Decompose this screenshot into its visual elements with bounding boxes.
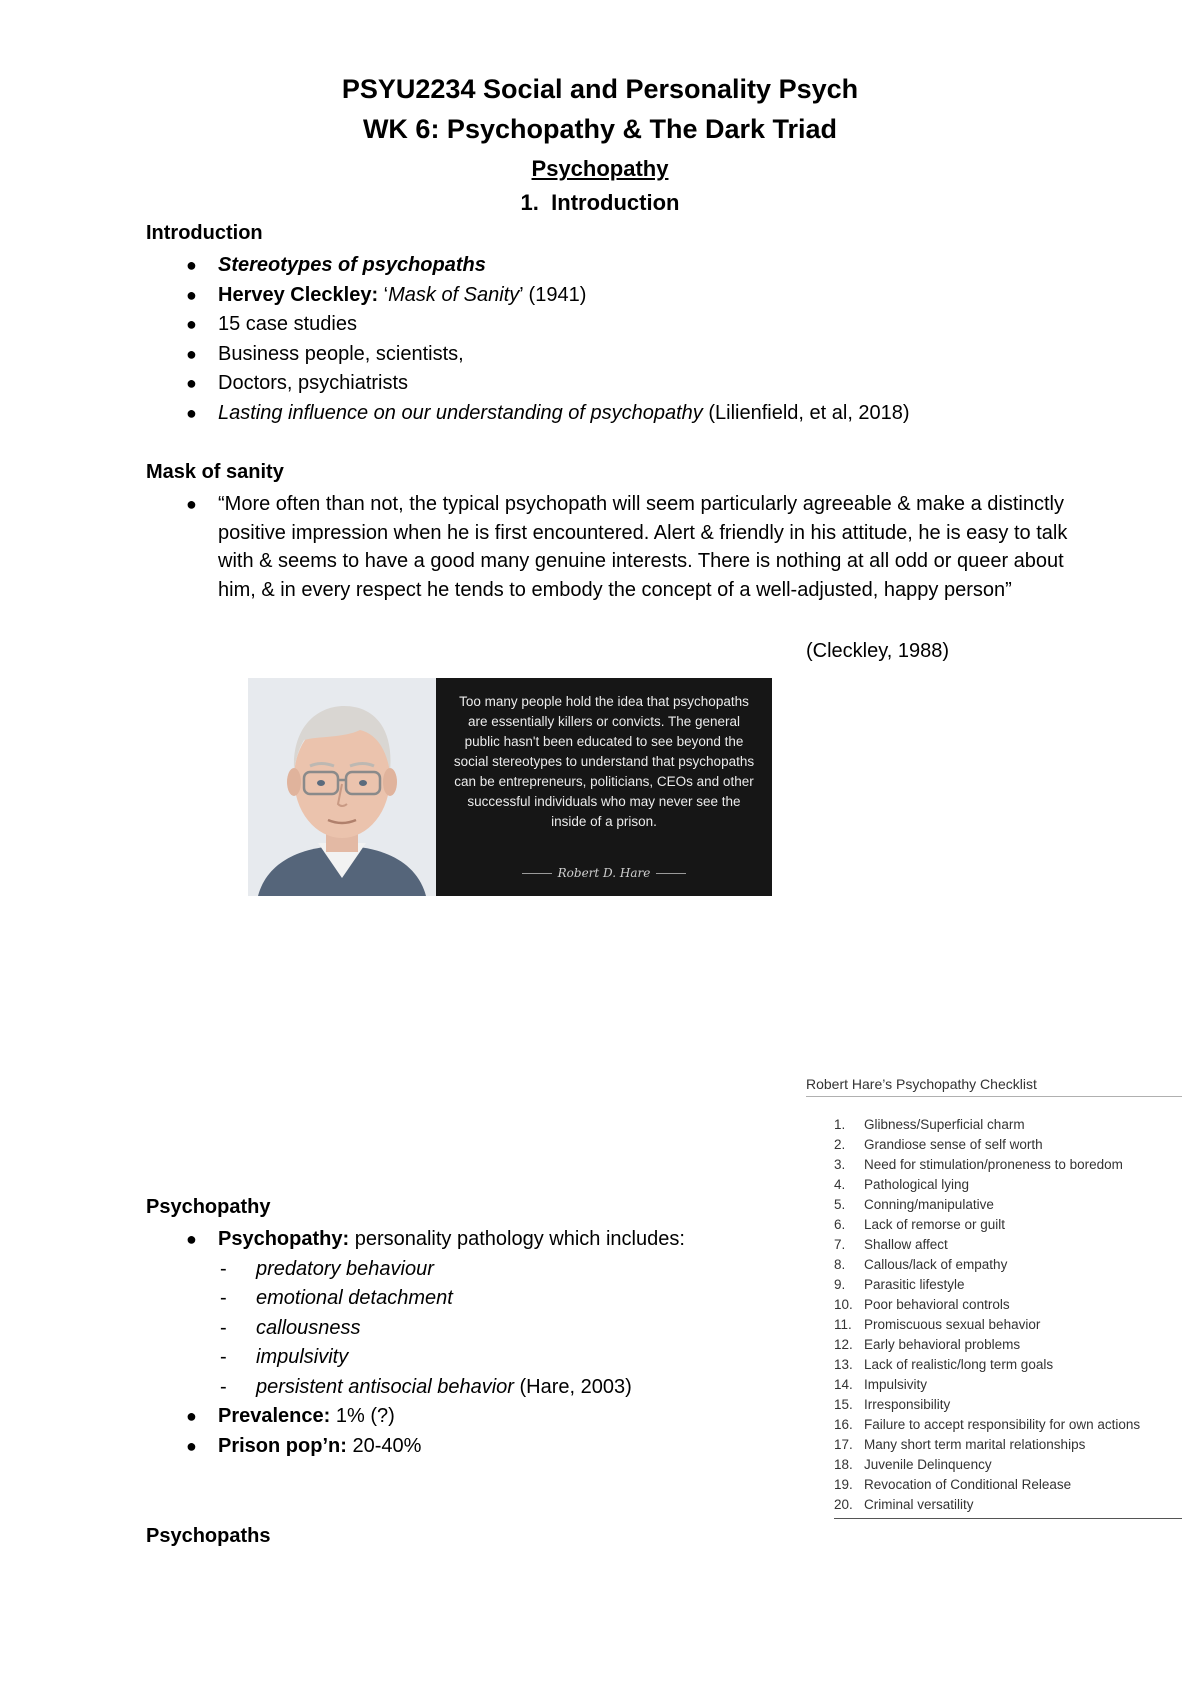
checklist-item [834, 1475, 1182, 1495]
checklist-label: Lack of realistic/long term goals [864, 1357, 1054, 1372]
trait-text: impulsivity [256, 1346, 349, 1368]
dash-marker: - [220, 1346, 227, 1368]
item-bold-italic: Stereotypes of psychopaths [218, 254, 486, 276]
checklist-item [834, 1335, 1182, 1355]
checklist-number: 16. [834, 1417, 853, 1432]
checklist-number: 20. [834, 1497, 853, 1512]
week-title: WK 6: Psychopathy & The Dark Triad [362, 114, 838, 144]
psychopathy-list [146, 1225, 685, 1461]
trait-item [146, 1343, 685, 1373]
item-text: 1% (?) [330, 1405, 395, 1427]
checklist-number: 2. [834, 1137, 846, 1152]
subsection-number: 1. [520, 190, 539, 215]
checklist-label: Irresponsibility [864, 1397, 951, 1412]
item-bold: Prison pop’n: [218, 1434, 347, 1457]
item-text: Business people, scientists, [218, 342, 464, 365]
bullet-icon: ● [186, 255, 197, 275]
checklist-label: Grandiose sense of self worth [864, 1137, 1043, 1152]
checklist-label: Poor behavioral controls [864, 1297, 1010, 1312]
trait-text: emotional detachment [256, 1287, 453, 1309]
checklist-number: 17. [834, 1437, 853, 1452]
item-bold: Hervey Cleckley: [218, 283, 379, 306]
checklist-label: Criminal versatility [864, 1497, 974, 1512]
psychopathy-heading: Psychopathy [146, 1196, 271, 1218]
checklist-label: Callous/lack of empathy [864, 1257, 1008, 1272]
checklist-label: Pathological lying [864, 1177, 970, 1192]
dash-marker: - [220, 1316, 227, 1339]
trait-item [146, 1284, 685, 1314]
subsection-title [0, 190, 1200, 216]
checklist-number: 19. [834, 1477, 853, 1492]
checklist-label: Glibness/Superficial charm [864, 1117, 1025, 1132]
item-text: personality pathology which includes: [349, 1228, 685, 1250]
trait-text: callousness [256, 1316, 361, 1339]
bullet-icon: ● [186, 402, 197, 423]
portrait-photo [248, 678, 436, 896]
checklist-item [834, 1195, 1182, 1215]
checklist-item [834, 1215, 1182, 1235]
list-item [146, 281, 910, 311]
checklist-item [834, 1415, 1182, 1435]
trait-text: persistent antisocial behavior [256, 1375, 514, 1398]
checklist-label: Conning/manipulative [864, 1197, 994, 1212]
item-quote-close: ’ [519, 283, 523, 306]
checklist-label: Lack of remorse or guilt [864, 1217, 1006, 1232]
list-item [146, 310, 910, 340]
checklist-number: 13. [834, 1357, 853, 1372]
list-item [146, 1402, 685, 1432]
item-text: 15 case studies [218, 313, 357, 335]
checklist-item [834, 1255, 1182, 1275]
portrait-illustration [248, 678, 436, 896]
checklist-number: 8. [834, 1257, 846, 1272]
list-item [146, 1225, 685, 1255]
bullet-icon: ● [186, 494, 197, 514]
hare-signature [436, 866, 772, 880]
item-text: (1941) [522, 283, 587, 306]
section-title-text: Psychopathy [531, 156, 669, 181]
list-item [146, 399, 910, 429]
item-italic: Mask of Sanity [388, 283, 520, 306]
checklist-item [834, 1135, 1182, 1155]
checklist-label: Juvenile Delinquency [864, 1457, 992, 1472]
bullet-icon: ● [186, 373, 197, 393]
checklist-label: Revocation of Conditional Release [864, 1477, 1072, 1492]
checklist-number: 9. [834, 1277, 846, 1292]
checklist-number: 1. [834, 1117, 846, 1132]
list-item [146, 340, 910, 370]
list-item [146, 369, 910, 399]
item-text: (Lilienfield, et al, 2018) [702, 401, 910, 424]
checklist-number: 15. [834, 1397, 853, 1412]
checklist-item [834, 1175, 1182, 1195]
checklist-label: Many short term marital relationships [864, 1437, 1086, 1452]
psychopathy-checklist [806, 1076, 1182, 1519]
checklist-item [834, 1495, 1182, 1515]
cleckley-quote [146, 490, 1076, 604]
signature-rule-left [522, 873, 552, 874]
bullet-icon: ● [186, 314, 197, 334]
introduction-list [146, 251, 910, 428]
checklist-label: Early behavioral problems [864, 1337, 1021, 1352]
signature-rule-right [656, 873, 686, 874]
checklist-label: Failure to accept responsibility for own actions [864, 1417, 1141, 1432]
bullet-icon: ● [186, 1406, 197, 1426]
checklist-item [834, 1455, 1182, 1475]
bullet-icon: ● [186, 1229, 197, 1249]
checklist-items [834, 1115, 1182, 1519]
quote-text: “More often than not, the typical psychopath will seem particularly agreeable & make a distinctly positive impression when he is first encountered. Alert & friendly in his attitude, he is easy to talk with & seems to have a good many genuine interests. There is nothing at all odd or queer about him, & in every respect he tends to embody the concept of a well-adjusted, happy person” [218, 493, 1068, 601]
checklist-label: Need for stimulation/proneness to boredom [864, 1157, 1123, 1172]
bullet-icon: ● [186, 1435, 197, 1456]
course-title: PSYU2234 Social and Personality Psych [341, 74, 859, 104]
bullet-icon: ● [186, 284, 197, 305]
item-italic: Lasting influence on our understanding of psychopathy [218, 401, 703, 424]
checklist-item [834, 1355, 1182, 1375]
checklist-item [834, 1275, 1182, 1295]
trait-citation: (Hare, 2003) [513, 1375, 632, 1398]
signature-text: Robert D. Hare [557, 866, 651, 880]
psychopaths-heading: Psychopaths [146, 1525, 271, 1547]
checklist-number: 4. [834, 1177, 846, 1192]
dash-marker: - [220, 1287, 227, 1309]
dash-marker: - [220, 1257, 227, 1280]
checklist-number: 18. [834, 1457, 853, 1472]
subsection-title-text: Introduction [551, 190, 680, 215]
checklist-item [834, 1115, 1182, 1135]
checklist-number: 12. [834, 1337, 853, 1352]
hare-quote-figure [248, 678, 772, 896]
checklist-item [834, 1295, 1182, 1315]
checklist-number: 6. [834, 1217, 846, 1232]
checklist-item [834, 1395, 1182, 1415]
checklist-label: Promiscuous sexual behavior [864, 1317, 1041, 1332]
checklist-title: Robert Hare’s Psychopathy Checklist [806, 1076, 1182, 1097]
item-bold: Psychopathy: [218, 1228, 350, 1250]
hare-quote-text: Too many people hold the idea that psychopaths are essentially killers or convicts. The general public hasn't been educated to see beyond the social stereotypes to understand that psychopaths can be entrepreneurs, politicians, CEOs and other successful individuals who may never see the inside of a prison. [453, 694, 755, 829]
checklist-item [834, 1155, 1182, 1175]
checklist-item [834, 1375, 1182, 1395]
mask-of-sanity-heading: Mask of sanity [146, 461, 284, 483]
checklist-item [834, 1235, 1182, 1255]
hare-quote-panel [436, 678, 772, 896]
checklist-number: 5. [834, 1197, 846, 1212]
checklist-number: 10. [834, 1297, 853, 1312]
checklist-item [834, 1315, 1182, 1335]
trait-item [146, 1314, 685, 1344]
item-text: Doctors, psychiatrists [218, 372, 409, 394]
item-text: 20-40% [346, 1434, 422, 1457]
item-bold: Prevalence: [218, 1405, 331, 1427]
bullet-icon: ● [186, 343, 197, 364]
introduction-heading: Introduction [146, 222, 263, 244]
checklist-number: 14. [834, 1377, 853, 1392]
list-item [146, 251, 910, 281]
checklist-label: Shallow affect [864, 1237, 948, 1252]
checklist-number: 11. [834, 1317, 852, 1332]
checklist-number: 3. [834, 1157, 846, 1172]
trait-item [146, 1373, 685, 1403]
checklist-label: Parasitic lifestyle [864, 1277, 965, 1292]
section-title [0, 156, 1200, 182]
dash-marker: - [220, 1375, 227, 1398]
checklist-item [834, 1435, 1182, 1455]
checklist-number: 7. [834, 1237, 846, 1252]
item-quote-open: ‘ [378, 283, 389, 306]
list-item [146, 1432, 685, 1462]
trait-text: predatory behaviour [256, 1257, 434, 1280]
checklist-label: Impulsivity [864, 1377, 928, 1392]
trait-item [146, 1255, 685, 1285]
quote-citation: (Cleckley, 1988) [806, 640, 950, 662]
